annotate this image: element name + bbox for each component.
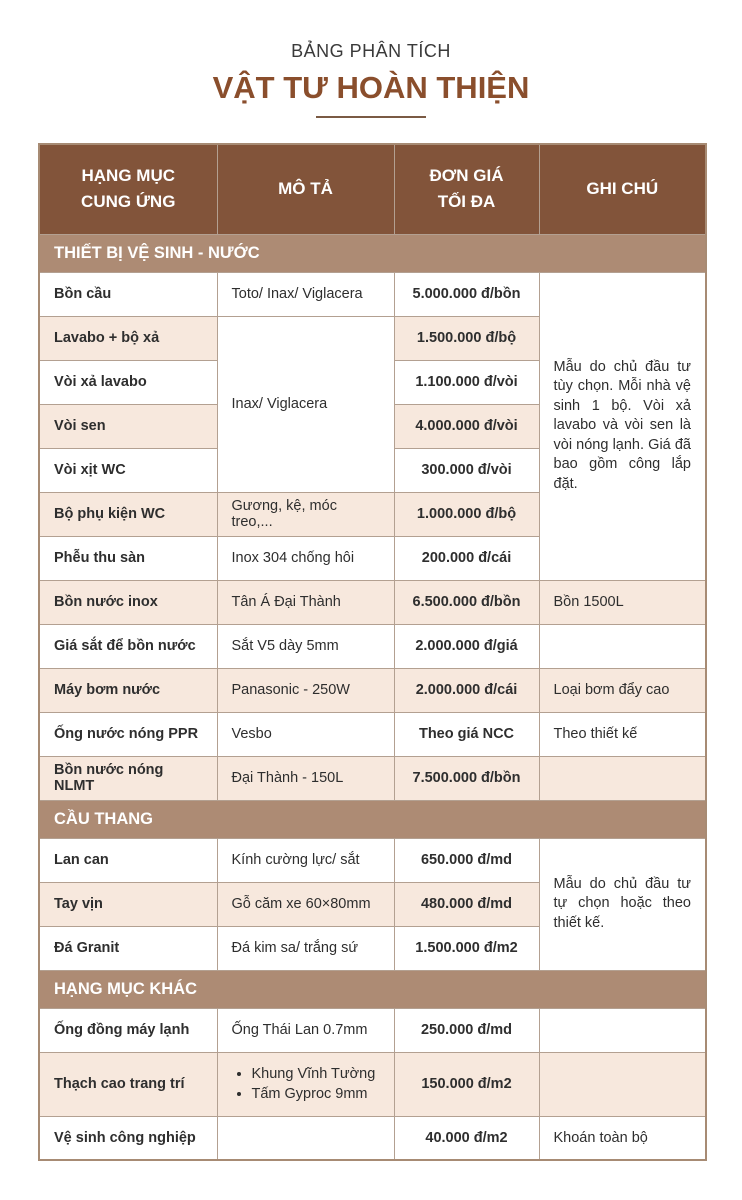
cell-price: 300.000 đ/vòi <box>394 448 539 492</box>
title-underline <box>316 116 426 118</box>
cell-item: Bồn nước nóng NLMT <box>39 756 217 800</box>
cell-price: 7.500.000 đ/bồn <box>394 756 539 800</box>
cell-price: 2.000.000 đ/cái <box>394 668 539 712</box>
table-header-row <box>39 144 706 234</box>
cell-note: Loại bơm đẩy cao <box>539 668 706 712</box>
cell-note: Bồn 1500L <box>539 580 706 624</box>
col-header-max-price: ĐƠN GIÁ TỐI ĐA <box>394 144 539 234</box>
cell-price: 480.000 đ/md <box>394 882 539 926</box>
cell-description: Panasonic - 250W <box>217 668 394 712</box>
cell-item: Lavabo + bộ xả <box>39 316 217 360</box>
section-row-stairs <box>39 800 706 838</box>
cell-item: Lan can <box>39 838 217 882</box>
table-row <box>39 668 706 712</box>
table-row <box>39 272 706 316</box>
cell-item: Bồn nước inox <box>39 580 217 624</box>
cell-item: Vòi xả lavabo <box>39 360 217 404</box>
cell-item: Phễu thu sàn <box>39 536 217 580</box>
cell-note <box>539 756 706 800</box>
table-row <box>39 580 706 624</box>
cell-item: Bồn cầu <box>39 272 217 316</box>
col-header-note: GHI CHÚ <box>539 144 706 234</box>
page-subtitle: BẢNG PHÂN TÍCH <box>291 41 451 61</box>
cell-description: Kính cường lực/ sắt <box>217 838 394 882</box>
cell-item: Ống nước nóng PPR <box>39 712 217 756</box>
materials-table-wrapper <box>38 143 705 1161</box>
cell-price: 40.000 đ/m2 <box>394 1116 539 1160</box>
cell-description: Gỗ căm xe 60×80mm <box>217 882 394 926</box>
cell-price: 6.500.000 đ/bồn <box>394 580 539 624</box>
table-row <box>39 1008 706 1052</box>
cell-item: Ống đồng máy lạnh <box>39 1008 217 1052</box>
table-row <box>39 624 706 668</box>
cell-price: 150.000 đ/m2 <box>394 1052 539 1116</box>
cell-price: 650.000 đ/md <box>394 838 539 882</box>
table-row <box>39 756 706 800</box>
cell-price: 1.500.000 đ/m2 <box>394 926 539 970</box>
list-item: • Tấm Gyproc 9mm <box>252 1084 380 1104</box>
cell-item: Máy bơm nước <box>39 668 217 712</box>
cell-note <box>539 1008 706 1052</box>
section-title: CẦU THANG <box>39 800 706 838</box>
cell-description: Sắt V5 dày 5mm <box>217 624 394 668</box>
materials-table <box>38 143 707 1161</box>
cell-description: Toto/ Inax/ Viglacera <box>217 272 394 316</box>
description-bullet-list <box>232 1064 380 1104</box>
cell-item: Giá sắt để bồn nước <box>39 624 217 668</box>
table-row <box>39 712 706 756</box>
cell-price: 200.000 đ/cái <box>394 536 539 580</box>
cell-note-sanitary: Mẫu do chủ đầu tư tùy chọn. Mỗi nhà vệ sinh 1 bộ. Vòi xả lavabo và vòi sen là vòi nóng lạnh. Giá đã bao gồm công lắp đặt. <box>539 272 706 580</box>
cell-note: Theo thiết kế <box>539 712 706 756</box>
section-title: HẠNG MỤC KHÁC <box>39 970 706 1008</box>
cell-price: 2.000.000 đ/giá <box>394 624 539 668</box>
cell-description <box>217 1052 394 1116</box>
cell-item: Vòi sen <box>39 404 217 448</box>
col-header-item: HẠNG MỤC CUNG ỨNG <box>39 144 217 234</box>
cell-item: Thạch cao trang trí <box>39 1052 217 1116</box>
cell-description: Đá kim sa/ trắng sứ <box>217 926 394 970</box>
cell-item: Vòi xịt WC <box>39 448 217 492</box>
list-item: • Khung Vĩnh Tường <box>252 1064 380 1084</box>
page-header <box>0 0 742 105</box>
col-header-description: MÔ TẢ <box>217 144 394 234</box>
table-row <box>39 1052 706 1116</box>
table-row <box>39 838 706 882</box>
cell-item: Vệ sinh công nghiệp <box>39 1116 217 1160</box>
cell-description: Gương, kệ, móc treo,... <box>217 492 394 536</box>
cell-description: Ống Thái Lan 0.7mm <box>217 1008 394 1052</box>
cell-item: Bộ phụ kiện WC <box>39 492 217 536</box>
section-row-sanitary <box>39 234 706 272</box>
cell-note-stairs: Mẫu do chủ đầu tư tự chọn hoặc theo thiết kế. <box>539 838 706 970</box>
cell-note <box>539 1052 706 1116</box>
cell-item: Tay vịn <box>39 882 217 926</box>
cell-note <box>539 624 706 668</box>
page-title: VẬT TƯ HOÀN THIỆN <box>212 70 530 105</box>
cell-description <box>217 1116 394 1160</box>
section-row-other <box>39 970 706 1008</box>
cell-description: Vesbo <box>217 712 394 756</box>
cell-description: Inox 304 chống hôi <box>217 536 394 580</box>
cell-price: 1.000.000 đ/bộ <box>394 492 539 536</box>
cell-description: Inax/ Viglacera <box>217 316 394 492</box>
cell-price: 250.000 đ/md <box>394 1008 539 1052</box>
table-row <box>39 1116 706 1160</box>
cell-item: Đá Granit <box>39 926 217 970</box>
cell-price: 1.100.000 đ/vòi <box>394 360 539 404</box>
cell-note: Khoán toàn bộ <box>539 1116 706 1160</box>
cell-price: Theo giá NCC <box>394 712 539 756</box>
cell-price: 1.500.000 đ/bộ <box>394 316 539 360</box>
cell-price: 5.000.000 đ/bồn <box>394 272 539 316</box>
section-title: THIẾT BỊ VỆ SINH - NƯỚC <box>39 234 706 272</box>
cell-price: 4.000.000 đ/vòi <box>394 404 539 448</box>
cell-description: Đại Thành - 150L <box>217 756 394 800</box>
cell-description: Tân Á Đại Thành <box>217 580 394 624</box>
